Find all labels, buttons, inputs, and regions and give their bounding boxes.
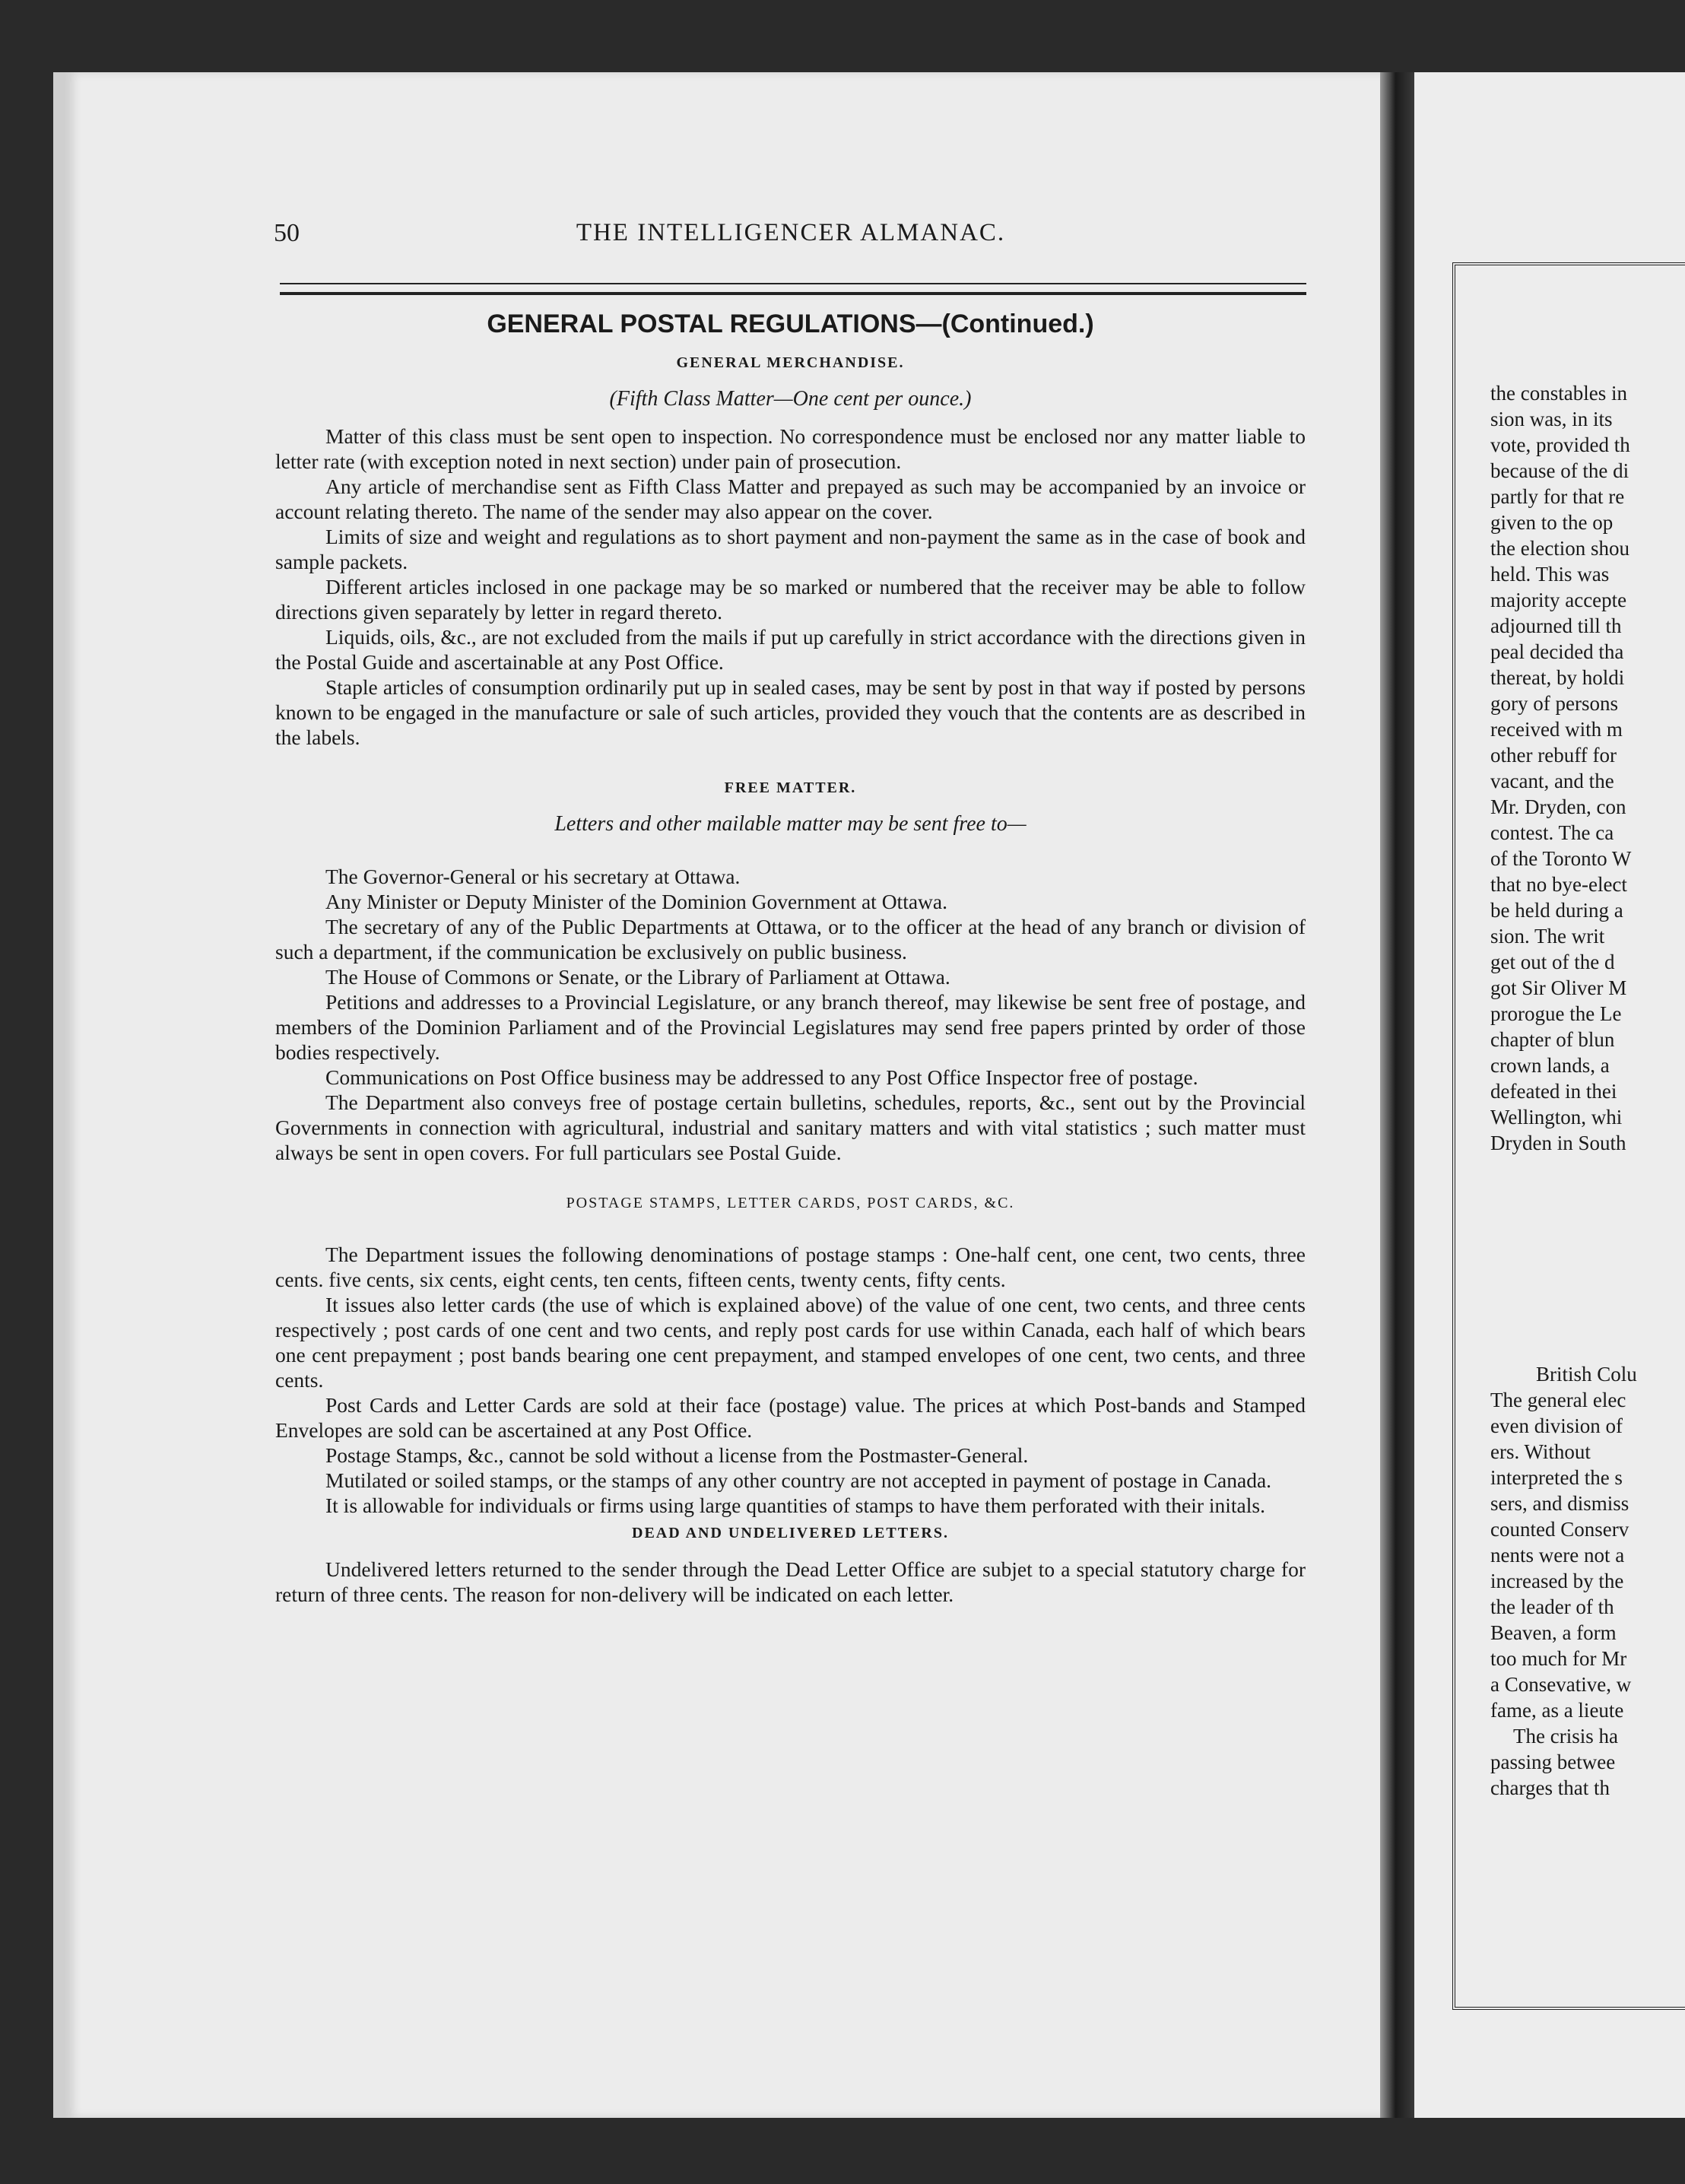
text-line: a Consevative, w <box>1490 1673 1632 1696</box>
paragraph: Mutilated or soiled stamps, or the stamps of any other country are not accepted in payment of postage in Canada. <box>325 1468 1272 1492</box>
text-line: get out of the d <box>1490 951 1615 973</box>
text-line: even division of <box>1490 1414 1623 1437</box>
text-line: held. This was <box>1490 563 1610 586</box>
text-line: fame, as a lieute <box>1490 1699 1624 1722</box>
text-line: nents were not a <box>1490 1544 1625 1567</box>
section-heading-dead-letters: DEAD AND UNDELIVERED LETTERS. <box>632 1525 949 1541</box>
paragraph: Postage Stamps, &c., cannot be sold without a license from the Postmaster-General. <box>325 1443 1029 1467</box>
text-line: partly for that re <box>1490 485 1625 508</box>
text-line: given to the op <box>1490 511 1614 534</box>
right-page-text-top <box>1490 380 1685 1156</box>
text-line: thereat, by holdi <box>1490 666 1625 689</box>
section-heading-stamps: POSTAGE STAMPS, LETTER CARDS, POST CARDS, &C. <box>566 1195 1015 1211</box>
book-gutter <box>1380 72 1414 2118</box>
page-number: 50 <box>274 219 300 247</box>
header-rule <box>280 283 1306 295</box>
paragraph: The Department issues the following denominations of postage stamps : One-half cent, one cent, two cents, three cents. five cents, six cents, eight cents, ten cents, fifteen cents, twenty cents, fifty cents. <box>275 1243 1306 1291</box>
text-line: increased by the <box>1490 1570 1624 1592</box>
text-line: prorogue the Le <box>1490 1002 1622 1025</box>
text-line: majority accepte <box>1490 589 1627 611</box>
text-line: other rebuff for <box>1490 744 1617 767</box>
text-line: interpreted the s <box>1490 1466 1623 1489</box>
paragraph: The Governor-General or his secretary at Ottawa. <box>325 865 741 888</box>
text-line: Mr. Dryden, con <box>1490 795 1626 818</box>
paragraph: Liquids, oils, &c., are not excluded from the mails if put up carefully in strict accordance with the directions given in the Postal Guide and ascertainable at any Post Office. <box>275 625 1306 674</box>
text-line: counted Conserv <box>1490 1518 1629 1541</box>
text-line: the leader of th <box>1490 1595 1614 1618</box>
paragraph: Any Minister or Deputy Minister of the Dominion Government at Ottawa. <box>325 890 947 913</box>
text-line: of the Toronto W <box>1490 847 1632 870</box>
paragraph: It issues also letter cards (the use of which is explained above) of the value of one cent, two cents, and three cents respectively ; post cards of one cent and two cents, and reply post cards for use within Canada, each half of which bears one cent prepayment ; post bands bearing one cent prepayment, and stamped envelopes of one cent, two cents, and three cents. <box>275 1293 1306 1392</box>
text-line: charges that th <box>1490 1776 1610 1799</box>
paragraph: Staple articles of consumption ordinarily put up in sealed cases, may be sent by post in that way if posted by persons known to be engaged in the manufacture or sale of such articles, provided they vouch that the contents are as described in the labels. <box>275 675 1306 749</box>
section-heading-merchandise: GENERAL MERCHANDISE. <box>676 354 905 371</box>
paragraph: Matter of this class must be sent open to inspection. No correspondence must be enclosed nor any matter liable to letter rate (with exception noted in next section) under pain of prosecution. <box>275 424 1306 473</box>
text-line: contest. The ca <box>1490 821 1614 844</box>
text-line: the election shou <box>1490 537 1629 560</box>
text-line: defeated in thei <box>1490 1080 1617 1103</box>
text-line: too much for Mr <box>1490 1647 1627 1670</box>
text-line: sers, and dismiss <box>1490 1492 1629 1515</box>
text-line: received with m <box>1490 718 1623 741</box>
text-line: sion was, in its <box>1490 408 1613 430</box>
text-line: crown lands, a <box>1490 1054 1610 1077</box>
text-line: because of the di <box>1490 459 1629 482</box>
text-line: adjourned till th <box>1490 614 1622 637</box>
paragraph: The House of Commons or Senate, or the Library of Parliament at Ottawa. <box>325 965 950 989</box>
text-line: Beaven, a form <box>1490 1621 1617 1644</box>
text-line: that no bye-elect <box>1490 873 1627 896</box>
text-line: vacant, and the <box>1490 770 1614 792</box>
text-line: ers. Without <box>1490 1440 1591 1463</box>
paragraph: It is allowable for individuals or firms using large quantities of stamps to have them perforated with their initals. <box>325 1494 1265 1517</box>
text-line: British Colu <box>1536 1363 1637 1386</box>
right-page-text-bottom <box>1490 1361 1685 1801</box>
page-content <box>275 312 1306 1607</box>
paragraph: Petitions and addresses to a Provincial Legislature, or any branch thereof, may likewise be sent free of postage, and members of the Dominion Parliament and of the Provincial Legislatures may send free papers printed by order of those bodies respectively. <box>275 990 1306 1064</box>
paragraph: Limits of size and weight and regulations as to short payment and non-payment the same as in the case of book and sample packets. <box>275 525 1306 573</box>
text-line: gory of persons <box>1490 692 1618 715</box>
text-line: chapter of blun <box>1490 1028 1615 1051</box>
text-line: sion. The writ <box>1490 925 1605 948</box>
text-line: the constables in <box>1490 382 1627 405</box>
paragraph: Communications on Post Office business may be addressed to any Post Office Inspector free of postage. <box>325 1065 1198 1089</box>
text-line: Wellington, whi <box>1490 1106 1623 1129</box>
free-matter-subheading: Letters and other mailable matter may be sent free to— <box>554 812 1027 836</box>
paragraph: Undelivered letters returned to the sender through the Dead Letter Office are subjet to a special statutory charge for return of three cents. The reason for non-delivery will be indicated on each letter. <box>275 1557 1306 1606</box>
text-line: The crisis ha <box>1513 1725 1618 1748</box>
text-line: be held during a <box>1490 899 1623 922</box>
merchandise-subheading: (Fifth Class Matter—One cent per ounce.) <box>609 387 972 411</box>
paragraph: Different articles inclosed in one package may be so marked or numbered that the receiver may be able to follow directions given separately by letter in regard thereto. <box>275 575 1306 624</box>
text-line: got Sir Oliver M <box>1490 976 1627 999</box>
text-line: passing betwee <box>1490 1751 1616 1773</box>
paragraph: Post Cards and Letter Cards are sold at their face (postage) value. The prices at which Post-bands and Stamped Envelopes are sold can be ascertained at any Post Office. <box>275 1393 1306 1442</box>
paragraph: Any article of merchandise sent as Fifth Class Matter and prepayed as such may be accompanied by an invoice or account relating thereto. The name of the sender may also appear on the cover. <box>275 475 1306 523</box>
text-line: The general elec <box>1490 1389 1626 1411</box>
main-heading: GENERAL POSTAL REGULATIONS—(Continued.) <box>487 310 1094 338</box>
text-line: Dryden in South <box>1490 1132 1626 1154</box>
text-line: vote, provided th <box>1490 433 1630 456</box>
section-heading-free-matter: FREE MATTER. <box>724 779 857 796</box>
text-line: peal decided tha <box>1490 640 1624 663</box>
running-title: THE INTELLIGENCER ALMANAC. <box>576 219 1006 246</box>
paragraph: The Department also conveys free of postage certain bulletins, schedules, reports, &c., sent out by the Provincial Governments in connection with agricultural, industrial and sanitary matters and with vital statistics ; such matter must always be sent in open covers. For full particulars see Postal Guide. <box>275 1090 1306 1164</box>
running-head <box>274 219 1308 249</box>
paragraph: The secretary of any of the Public Departments at Ottawa, or to the officer at the head of any branch or division of such a department, if the communication be exclusively on public business. <box>275 915 1306 963</box>
